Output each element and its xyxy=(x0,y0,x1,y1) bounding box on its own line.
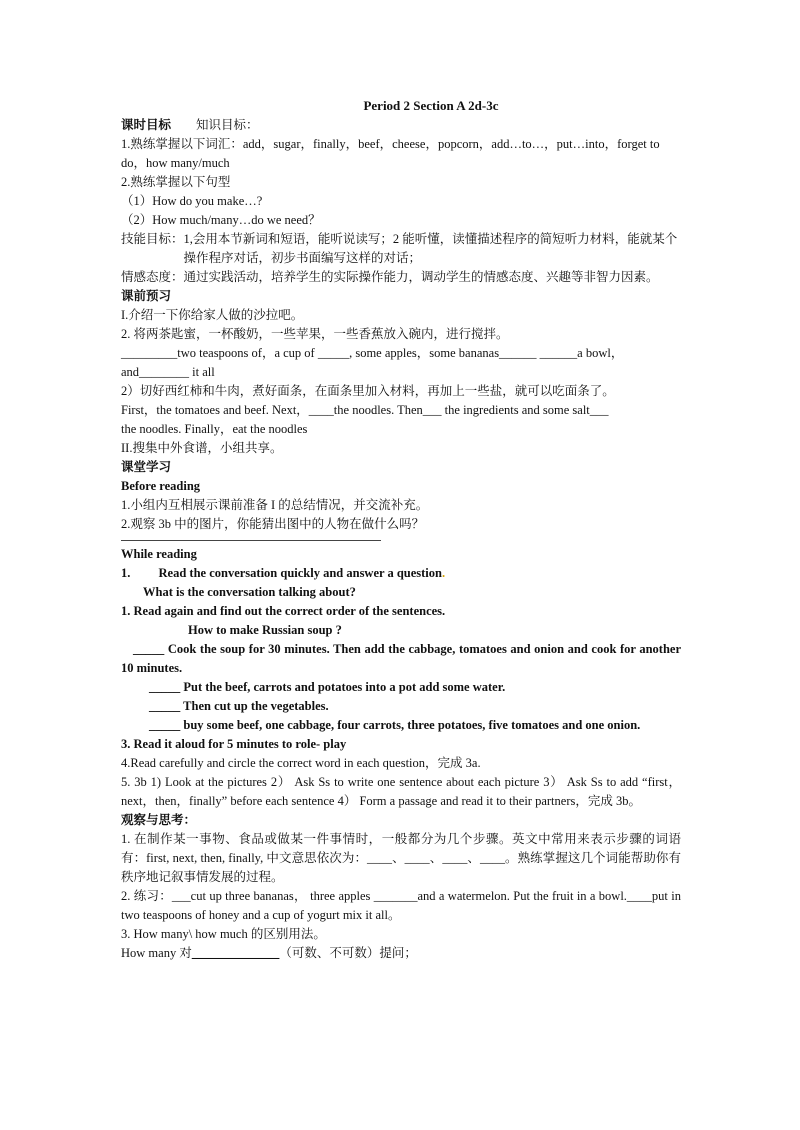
while-item-2: 1. Read again and find out the correct order of the sentences. xyxy=(121,604,446,618)
before-item-2: 2.观察 3b 中的图片，你能猜出图中的人物在做什么吗？ xyxy=(121,517,425,531)
preview-fill-2: and________ it all xyxy=(121,365,215,379)
order-sentence-3: _____ Then cut up the vegetables. xyxy=(149,699,329,713)
objectives-row xyxy=(121,116,681,135)
observe-item-3: 3. How many\ how much 的区别用法。 xyxy=(121,927,326,941)
preview-item-4: II.搜集中外食谱，小组共享。 xyxy=(121,441,283,455)
before-item-1: 1.小组内互相展示课前准备 I 的总结情况，并交流补充。 xyxy=(121,498,429,512)
worksheet-page xyxy=(121,96,681,963)
skill-objective xyxy=(121,230,681,268)
skill-label: 技能目标： xyxy=(121,232,184,246)
skill-text: 1,会用本节新词和短语，能听说读写；2 能听懂，读懂描述程序的简短听力材料，能就某个操作程序对话，初步书面编写这样的对话； xyxy=(183,232,678,265)
while-item-2-subtitle: How to make Russian soup ? xyxy=(188,623,342,637)
emotion-objective xyxy=(121,268,681,287)
while-item-3: 3. Read it aloud for 5 minutes to role- play xyxy=(121,737,347,751)
while-item-1-dot: . xyxy=(441,566,446,580)
while-item-1 xyxy=(121,564,681,583)
preview-heading: 课前预习 xyxy=(121,289,172,303)
while-item-5: 5. 3b 1) Look at the pictures 2） Ask Ss to write one sentence about each picture 3） Ask Ss to add “first，next，then，finally” before each sentence 4） Form a passage and read it to their partners，完成 3b。 xyxy=(121,775,681,808)
while-item-1-number: 1. xyxy=(121,566,131,580)
sentence-pattern-1: （1）How do you make…? xyxy=(121,194,263,208)
order-sentence-4: _____ buy some beef, one cabbage, four carrots, three potatoes, five tomatoes and one onion. xyxy=(149,718,641,732)
answer-line xyxy=(121,540,381,541)
observe-heading: 观察与思考： xyxy=(121,813,197,827)
emotion-label: 情感态度： xyxy=(121,270,184,284)
order-sentence-1: _____ Cook the soup for 30 minutes. Then add the cabbage, tomatoes and onion and cook for another 10 minutes. xyxy=(121,642,681,675)
observe-item-4-prefix: How many 对 xyxy=(121,946,192,960)
while-item-1-text: Read the conversation quickly and answer a question xyxy=(158,566,442,580)
while-reading-heading: While reading xyxy=(121,547,197,561)
preview-item-2: 2. 将两茶匙蜜，一杯酸奶，一些苹果，一些香蕉放入碗内，进行搅拌。 xyxy=(121,327,509,341)
observe-item-4-blank: ______________ xyxy=(191,946,280,960)
while-item-1-question: What is the conversation talking about? xyxy=(143,585,356,599)
preview-item-1: I.介绍一下你给家人做的沙拉吧。 xyxy=(121,308,304,322)
sentence-pattern-2: （2）How much/many…do we need？ xyxy=(121,213,321,227)
preview-item-3: 2）切好西红柿和牛肉，煮好面条，在面条里加入材料，再加上一些盐，就可以吃面条了。 xyxy=(121,384,615,398)
before-reading-heading: Before reading xyxy=(121,479,201,493)
observe-item-1: 1. 在制作某一事物、食品或做某一件事情时，一般都分为几个步骤。英文中常用来表示步骤的词语有：first, next, then, finally, 中文意思依次为：____、____、____、____。熟练掌握这几个词能帮助你有秩序地记叙事情发展的过程。 xyxy=(121,832,681,884)
order-sentence-2: _____ Put the beef, carrots and potatoes into a pot add some water. xyxy=(149,680,506,694)
class-heading: 课堂学习 xyxy=(121,460,172,474)
preview-fill-3: First，the tomatoes and beef. Next，____the noodles. Then___ the ingredients and some salt___ xyxy=(121,403,609,417)
observe-item-2: 2. 练习：___cut up three bananas， three apples _______and a watermelon. Put the fruit in a bowl.____put in two teaspoons of honey and a cup of yogurt mix it all。 xyxy=(121,889,681,922)
preview-fill-4: the noodles. Finally，eat the noodles xyxy=(121,422,308,436)
while-item-4: 4.Read carefully and circle the correct word in each question，完成 3a. xyxy=(121,756,481,770)
preview-fill-1: _________two teaspoons of，a cup of _____, some apples，some bananas______ ______a bowl， xyxy=(121,346,624,360)
observe-item-4 xyxy=(121,944,681,963)
page-title: Period 2 Section A 2d-3c xyxy=(363,98,499,113)
emotion-text: 通过实践活动，培养学生的实际操作能力，调动学生的情感态度、兴趣等非智力因素。 xyxy=(183,270,659,284)
objectives-heading: 课时目标 xyxy=(121,118,172,132)
knowledge-item-1: 1.熟练掌握以下词汇：add，sugar，finally，beef，cheese，popcorn，add…to…，put…into，forget to do，how many/much xyxy=(121,137,660,170)
knowledge-item-2: 2.熟练掌握以下句型 xyxy=(121,175,231,189)
knowledge-label: 知识目标： xyxy=(196,118,259,132)
observe-item-4-suffix: （可数、不可数）提问； xyxy=(279,946,417,960)
